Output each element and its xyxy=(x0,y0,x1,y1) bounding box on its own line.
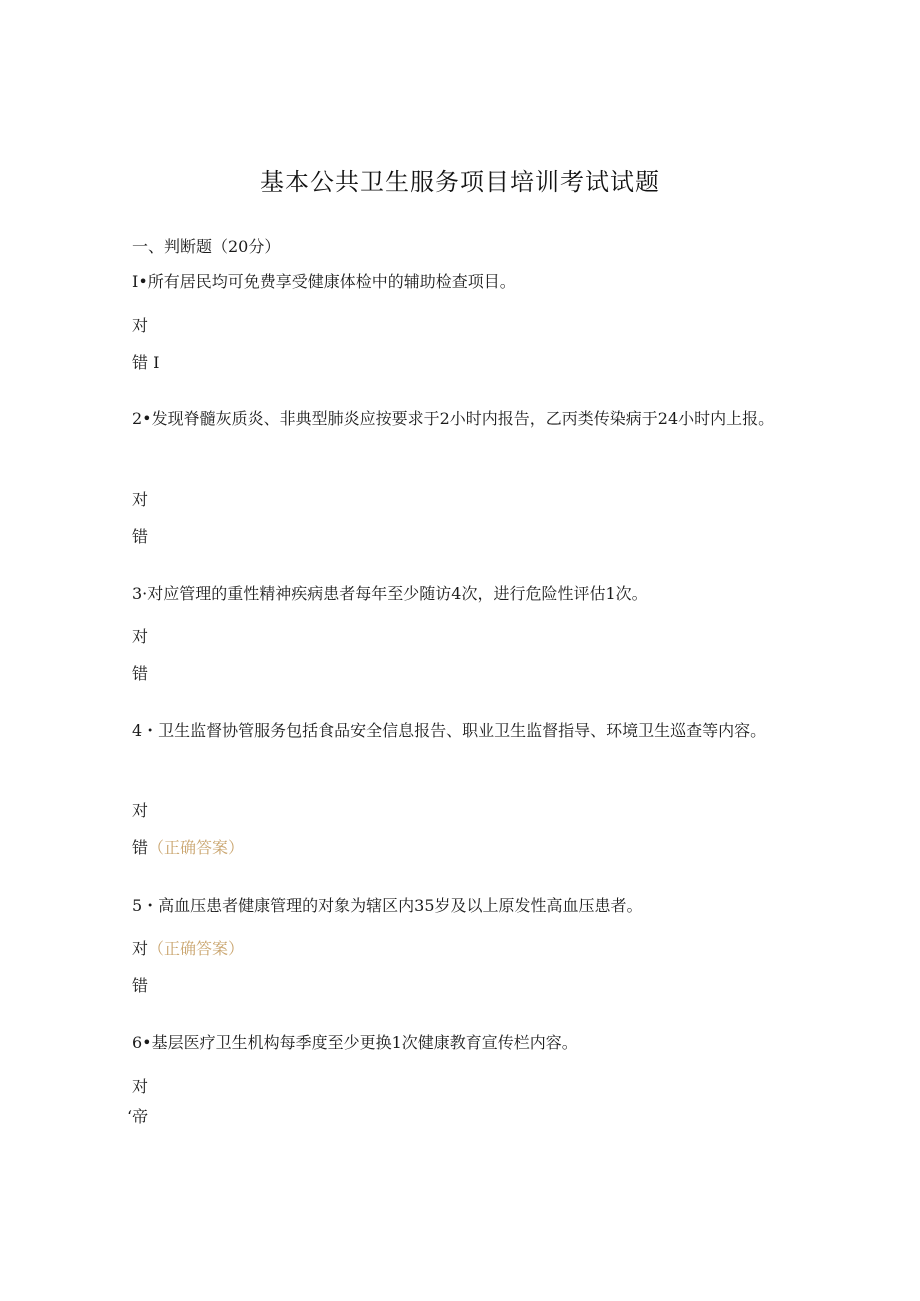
question-1-option-true[interactable] xyxy=(132,313,148,336)
question-1-option-false[interactable] xyxy=(132,350,159,373)
question-6-option-false[interactable] xyxy=(127,1104,148,1127)
question-2-option-true[interactable] xyxy=(132,487,148,510)
question-3-option-true[interactable] xyxy=(132,624,148,647)
option-label: 对 xyxy=(132,490,149,509)
option-label: 对 xyxy=(132,1077,149,1096)
question-6-option-true[interactable] xyxy=(132,1074,148,1097)
option-label: 对 xyxy=(132,801,149,820)
option-label: 对 xyxy=(132,939,149,958)
correct-answer-tag: （正确答案） xyxy=(148,838,245,857)
option-label: ‘帝 xyxy=(127,1107,149,1126)
question-1-text: I•所有居民均可免费享受健康体检中的辅助检查项目。 xyxy=(132,272,516,291)
option-label: 错 xyxy=(132,838,149,857)
question-4-option-false[interactable] xyxy=(132,835,244,858)
question-4-text: 4・卫生监督协管服务包括食品安全信息报告、职业卫生监督指导、环境卫生巡查等内容。 xyxy=(132,721,767,740)
option-label: 错 xyxy=(132,976,149,995)
question-2-text: 2•发现脊髓灰质炎、非典型肺炎应按要求于2小时内报告，乙丙类传染病于24小时内上报。 xyxy=(132,409,775,428)
option-label: 错 xyxy=(132,527,149,546)
page-title: 基本公共卫生服务项目培训考试试题 xyxy=(260,168,660,196)
question-5-option-false[interactable] xyxy=(132,973,148,996)
question-2-option-false[interactable] xyxy=(132,524,148,547)
correct-answer-tag: （正确答案） xyxy=(148,939,245,958)
question-6-text: 6•基层医疗卫生机构每季度至少更换1次健康教育宣传栏内容。 xyxy=(132,1033,578,1052)
question-3-text: 3·对应管理的重性精神疾病患者每年至少随访4次，进行危险性评估1次。 xyxy=(132,584,648,603)
question-5-option-true[interactable] xyxy=(132,936,244,959)
option-label: 错 I xyxy=(132,353,160,372)
question-5-text: 5・高血压患者健康管理的对象为辖区内35岁及以上原发性高血压患者。 xyxy=(132,896,643,915)
option-label: 对 xyxy=(132,627,149,646)
question-4-option-true[interactable] xyxy=(132,798,148,821)
question-3-option-false[interactable] xyxy=(132,661,148,684)
option-label: 对 xyxy=(132,316,149,335)
option-label: 错 xyxy=(132,664,149,683)
section-heading: 一、判断题（20分） xyxy=(132,237,281,256)
